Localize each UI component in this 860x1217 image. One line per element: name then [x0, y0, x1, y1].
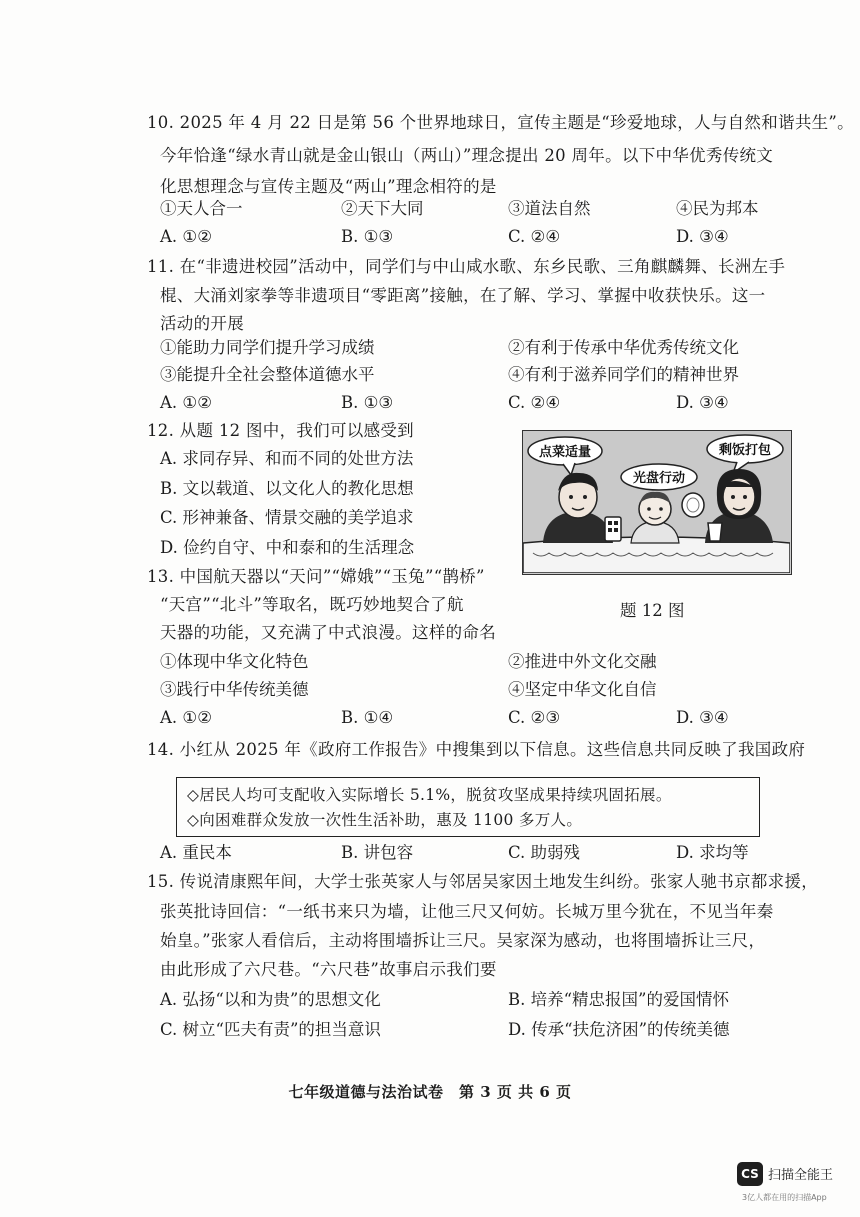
q11-item-4: ④有利于滋养同学们的精神世界 [508, 365, 739, 384]
bubble-right-text: 剩饭打包 [718, 443, 772, 458]
q14-choice-b: B. 讲包容 [341, 843, 414, 862]
q11-choice-c: C. ②④ [508, 393, 561, 412]
q11-line1: 11. 在“非遗进校园”活动中，同学们与中山咸水歌、东乡民歌、三角麒麟舞、长洲左手 [147, 257, 786, 276]
q13-choice-a: A. ①② [160, 708, 212, 727]
q13-item-1: ①体现中华文化特色 [160, 652, 309, 671]
bubble-middle-text: 光盘行动 [632, 471, 686, 486]
q15-line3: 始皇。”张家人看信后，主动将围墙拆让三尺。吴家深为感动，也将围墙拆让三尺， [160, 931, 766, 950]
q13-item-3: ③践行中华传统美德 [160, 680, 309, 699]
q13-line2: “天宫”“北斗”等取名，既巧妙地契合了航 [160, 595, 464, 614]
q10-item-1: ①天人合一 [160, 199, 243, 218]
q10-line3: 化思想理念与宣传主题及“两山”理念相符的是 [160, 177, 497, 196]
q14-choice-c: C. 助弱残 [508, 843, 581, 862]
cartoon-illustration [523, 431, 790, 573]
q11-item-1: ①能助力同学们提升学习成绩 [160, 338, 375, 357]
q14-info-box [176, 777, 760, 837]
q13-choice-b: B. ①④ [341, 708, 394, 727]
q14-info-line2: ◇向困难群众发放一次性生活补助，惠及 1100 多万人。 [187, 811, 583, 829]
q12-choice-a: A. 求同存异、和而不同的处世方法 [160, 449, 414, 468]
q12-line1: 12. 从题 12 图中，我们可以感受到 [147, 421, 414, 440]
q10-item-3: ③道法自然 [508, 199, 591, 218]
q13-choice-c: C. ②③ [508, 708, 561, 727]
watermark-tagline: 3亿人都在用的扫描App [742, 1193, 827, 1202]
q10-choice-b: B. ①③ [341, 227, 394, 246]
page-footer: 七年级道德与法治试卷 第 3 页 共 6 页 [288, 1083, 572, 1101]
q13-item-2: ②推进中外文化交融 [508, 652, 657, 671]
q11-line3: 活动的开展 [160, 314, 244, 333]
q11-choice-d: D. ③④ [676, 393, 729, 412]
q15-choice-b: B. 培养“精忠报国”的爱国情怀 [508, 990, 729, 1009]
q15-choice-c: C. 树立“匹夫有责”的担当意识 [160, 1020, 381, 1039]
q14-choice-d: D. 求均等 [676, 843, 749, 862]
q10-choice-d: D. ③④ [676, 227, 729, 246]
q13-item-4: ④坚定中华文化自信 [508, 680, 657, 699]
q15-choice-d: D. 传承“扶危济困”的传统美德 [508, 1020, 730, 1039]
q10-choice-a: A. ①② [160, 227, 212, 246]
camscanner-logo-icon: CS [737, 1162, 763, 1186]
q11-item-3: ③能提升全社会整体道德水平 [160, 365, 375, 384]
q11-item-2: ②有利于传承中华优秀传统文化 [508, 338, 739, 357]
q12-cartoon-figure [522, 430, 792, 575]
bubble-left-text: 点菜适量 [538, 445, 592, 460]
q11-line2: 棍、大涌刘家拳等非遗项目“零距离”接触，在了解、学习、掌握中收获快乐。这一 [160, 286, 766, 305]
watermark-app-name: 扫描全能王 [768, 1168, 834, 1183]
q10-item-4: ④民为邦本 [676, 199, 759, 218]
q13-choice-d: D. ③④ [676, 708, 729, 727]
q10-choice-c: C. ②④ [508, 227, 561, 246]
scanner-watermark [737, 1160, 857, 1210]
q15-line1: 15. 传说清康熙年间，大学士张英家人与邻居吴家因土地发生纠纷。张家人驰书京都求援， [147, 872, 819, 891]
q14-info-line1: ◇居民人均可支配收入实际增长 5.1%，脱贫攻坚成果持续巩固拓展。 [187, 786, 672, 804]
q12-choice-c: C. 形神兼备、情景交融的美学追求 [160, 508, 414, 527]
q15-line4: 由此形成了六尺巷。“六尺巷”故事启示我们要 [160, 960, 497, 979]
q13-line1: 13. 中国航天器以“天问”“嫦娥”“玉兔”“鹊桥” [147, 567, 485, 586]
q13-line3: 天器的功能，又充满了中式浪漫。这样的命名 [160, 623, 496, 642]
q11-choice-b: B. ①③ [341, 393, 394, 412]
q14-choice-a: A. 重民本 [160, 843, 232, 862]
q14-line1: 14. 小红从 2025 年《政府工作报告》中搜集到以下信息。这些信息共同反映了我国政府 [147, 740, 806, 759]
q15-line2: 张英批诗回信：“一纸书来只为墙，让他三尺又何妨。长城万里今犹在，不见当年秦 [160, 902, 774, 921]
q12-figure-caption: 题 12 图 [620, 601, 685, 620]
q10-line2: 今年恰逢“绿水青山就是金山银山（两山）”理念提出 20 周年。以下中华优秀传统文 [160, 146, 774, 165]
q12-choice-d: D. 俭约自守、中和泰和的生活理念 [160, 538, 415, 557]
q12-choice-b: B. 文以载道、以文化人的教化思想 [160, 479, 414, 498]
q10-line1: 10. 2025 年 4 月 22 日是第 56 个世界地球日，宣传主题是“珍爱地球，人与自然和谐共生”。 [147, 113, 854, 132]
q11-choice-a: A. ①② [160, 393, 212, 412]
q10-item-2: ②天下大同 [341, 199, 424, 218]
q15-choice-a: A. 弘扬“以和为贵”的思想文化 [160, 990, 381, 1009]
